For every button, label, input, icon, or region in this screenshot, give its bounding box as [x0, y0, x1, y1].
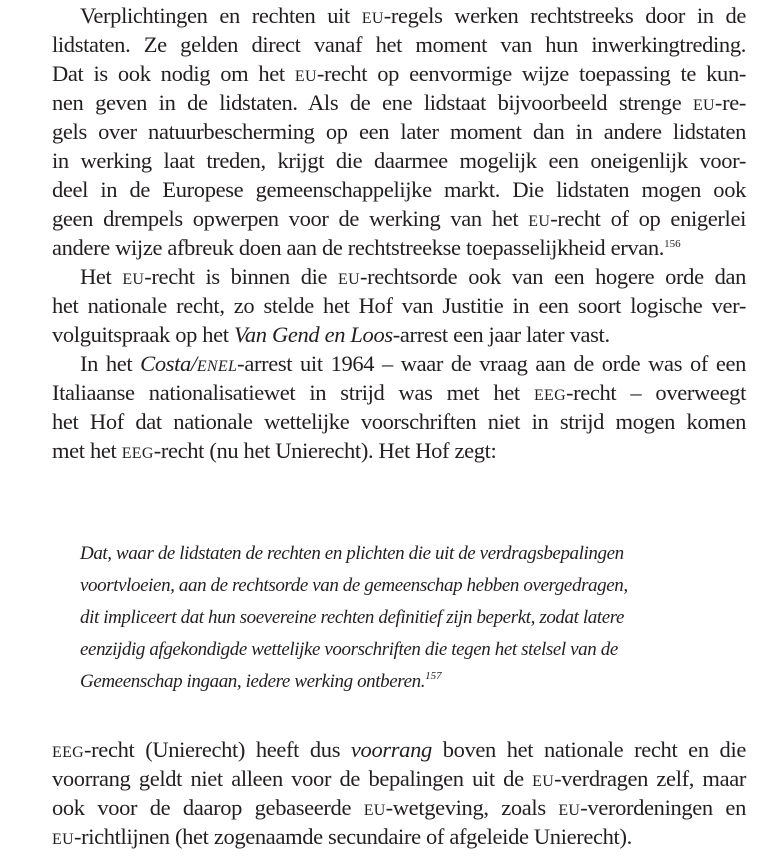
text-line: eu-richtlijnen (het zogenaamde secundaire of afgeleide Unierecht). [52, 824, 632, 849]
text-line: gels over natuurbescherming op een later moment dan in andere lidstaten [52, 119, 746, 144]
case-name: Costa/enel [140, 351, 238, 376]
text-line: geen drempels opwerpen voor de werking van het eu-recht of op enigerlei [52, 206, 746, 231]
text-line: Verplichtingen en rechten uit eu-regels werken rechtstreeks door in de [80, 3, 747, 28]
text-line: het Hof dat nationale wettelijke voorschriften niet in strijd mogen komen [52, 409, 746, 434]
quote-line: Dat, waar de lidstaten de rechten en plichten die uit de verdragsbepalingen [80, 543, 624, 564]
text-line: deel in de Europese gemeenschappelijke markt. Die lidstaten mogen ook [52, 177, 746, 202]
text-line: In het Costa/enel-arrest uit 1964 – waar de vraag aan de orde was of een [80, 351, 747, 376]
text-line: Het eu-recht is binnen die eu-rechtsorde ook van een hogere orde dan [80, 264, 747, 289]
text-line: Dat is ook nodig om het eu-recht op eenvormige wijze toepassing te kun- [52, 61, 746, 86]
quote-line: Gemeenschap ingaan, iedere werking ontberen.$^{157}$ [80, 670, 442, 692]
text-line: het nationale recht, zo stelde het Hof van Justitie in een soort logische ver- [52, 293, 746, 318]
text-line: ook voor de daarop gebaseerde eu-wetgeving, zoals eu-verordeningen en [52, 795, 746, 820]
text-line: Italiaanse nationalisatiewet in strijd was met het eeg-recht – overweegt [52, 380, 746, 405]
text-line: nen geven in de lidstaten. Als de ene lidstaat bijvoorbeeld strenge eu-re- [52, 90, 746, 115]
quote-line: dit impliceert dat hun soevereine rechten definitief zijn beperkt, zodat latere [80, 607, 625, 628]
footnote-ref[interactable]: 157 [425, 670, 442, 682]
text-line: lidstaten. Ze gelden direct vanaf het moment van hun inwerkingtreding. [52, 32, 746, 57]
text-line: eeg-recht (Unierecht) heeft dus voorrang boven het nationale recht en die [52, 737, 746, 762]
text-line: andere wijze afbreuk doen aan de rechtstreekse toepasselijkheid ervan.$^{156}$ [52, 235, 681, 260]
quote-line: eenzijdig afgekondigde wettelijke voorschriften die tegen het stelsel van de [80, 639, 618, 660]
text-line: in werking laat treden, krijgt die daarmee mogelijk een oneigenlijk voor- [52, 148, 746, 173]
emphasis: voorrang [350, 737, 432, 762]
text-line: met het eeg-recht (nu het Unierecht). Het Hof zegt: [52, 438, 497, 463]
text-line: voorrang geldt niet alleen voor de bepalingen uit de eu-verdragen zelf, maar [52, 766, 746, 791]
case-name: Van Gend en Loos [234, 322, 393, 347]
footnote-ref[interactable]: 156 [664, 238, 681, 250]
quote-line: voortvloeien, aan de rechtsorde van de gemeenschap hebben overgedragen, [80, 575, 628, 596]
text-line: volguitspraak op het Van Gend en Loos-arrest een jaar later vast. [52, 322, 610, 347]
